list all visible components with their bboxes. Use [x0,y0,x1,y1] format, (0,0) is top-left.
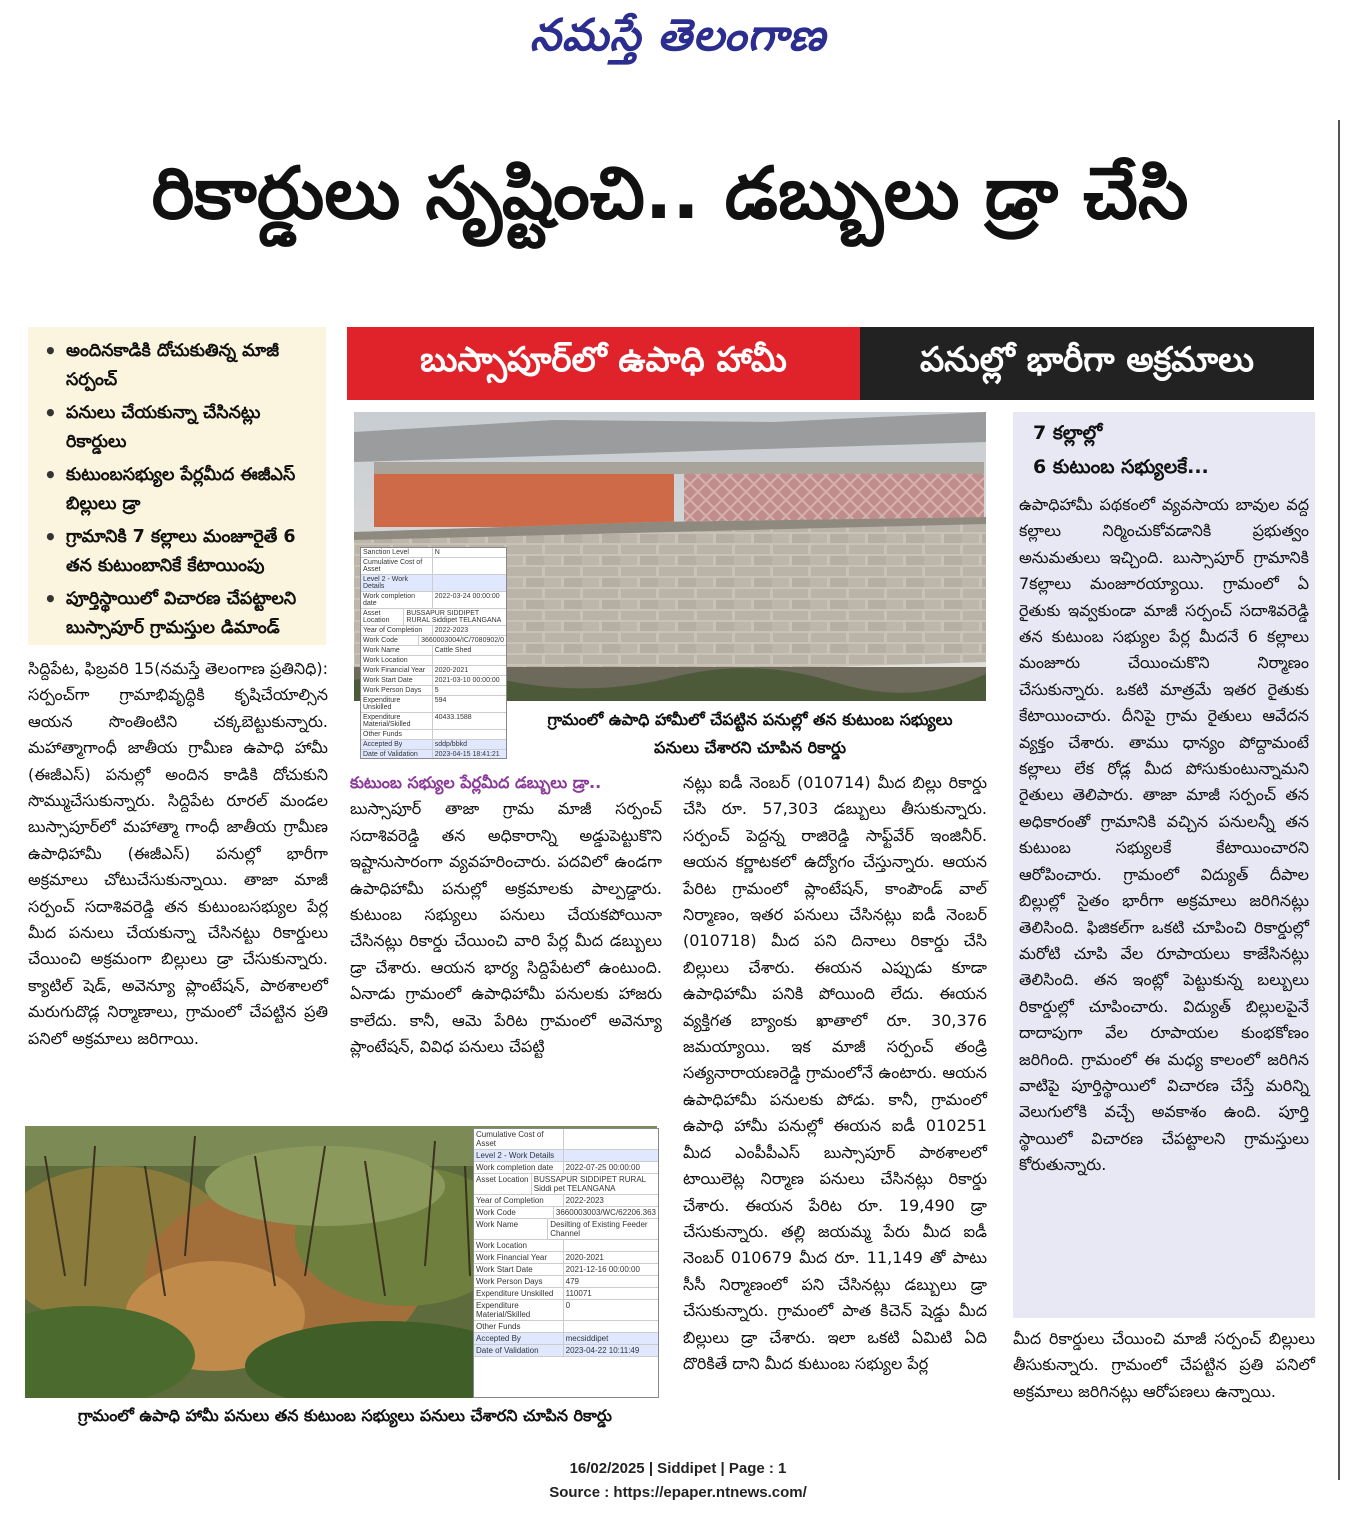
record-row [474,1321,658,1333]
record-field-value [433,730,437,739]
record-row [361,713,506,730]
highlight-item: • అందినకాడికి దోచుకుతిన్న మాజీ సర్పంచ్ [40,337,318,395]
record-row [474,1276,658,1288]
highlight-item: • పనులు చేయకున్నా చేసినట్లు రికార్డులు [40,399,318,457]
record-field-label: Level 2 - Work Details [361,575,433,591]
highlight-item: • కుటుంబసభ్యుల పేర్లమీద ఈజీఎస్ బిల్లులు డ్రా [40,461,318,519]
record-field-value [564,1129,568,1149]
highlight-item: • గ్రామానికి 7 కల్లాలు మంజూరైతే 6 తన కుటుంబానికే కేటాయింపు [40,523,318,581]
record-field-label: Work Location [474,1240,564,1251]
record-row [361,548,506,558]
record-row [474,1150,658,1162]
record-field-value [433,656,437,665]
work-record-card [473,1128,659,1398]
record-field-label: Accepted By [361,740,433,749]
record-field-value: mecsiddipet [565,1334,609,1343]
record-row [361,730,506,740]
record-row [361,666,506,676]
page-headline: రికార్డులు సృష్టించి.. డబ్బులు డ్రా చేసి [151,151,1189,235]
article-paragraph: మీద రికార్డులు చేయించి మాజీ సర్పంచ్ బిల్లులు తీసుకున్నారు. గ్రామంలో చేపట్టిన ప్రతి పనిలో అక్రమాలు జరిగినట్లు ఆరోపణలు ఉన్నాయి. [1013,1329,1315,1401]
record-field-label: Work Name [361,646,433,655]
record-row [474,1207,658,1219]
article-column-3 [683,770,987,1377]
work-record-card [360,547,507,759]
record-field-label: Work completion date [474,1162,564,1173]
column-rule [1338,120,1340,1480]
article-column-4-tail [1013,1326,1315,1405]
record-row [474,1264,658,1276]
record-field-value: N [434,549,440,556]
record-row [361,609,506,626]
record-field-label: Cumulative Cost of Asset [474,1129,564,1149]
highlight-item: • పూర్తిస్థాయిలో విచారణ చేపట్టాలని బుస్సాపూర్ గ్రామస్తుల డిమాండ్ [40,585,318,643]
record-row [474,1345,658,1357]
record-row [361,750,506,759]
record-field-label: Work Code [474,1207,554,1218]
record-row [361,696,506,713]
article-column-2 [350,770,662,1060]
record-field-label: Other Funds [474,1321,564,1332]
article-column-1 [28,656,328,1052]
record-field-value: 2022-2023 [434,627,469,634]
record-row [361,656,506,666]
record-field-value [564,1240,568,1251]
record-field-value: sddp/bbkd [434,741,467,748]
record-row [361,676,506,686]
sidebar-box [1013,412,1315,1318]
record-row [361,740,506,750]
record-field-value: 594 [434,697,447,704]
record-field-label: Expenditure Material/Skilled [361,713,433,729]
record-field-label: Sanction Level [361,548,433,557]
article-paragraph: బుస్సాపూర్ తాజా గ్రామ మాజీ సర్పంచ్ సదాశివరెడ్డి తన అధికారాన్ని అడ్డుపెట్టుకొని ఇష్టానుసారంగా వ్యవహరించారు. పదవిలో ఉండగా ఉపాధిహామీ పనుల్లో అక్రమాలకు పాల్పడ్డారు. కుటుంబ సభ్యులు పనులు చేయకపోయినా చేసినట్లు రికార్డు చేయించి వారి పేర్ల మీద డబ్బులు డ్రా చేశారు. ఆయన భార్య సిద్దిపేటలో ఉంటుంది. ఏనాడు గ్రామంలో ఉపాధిహామీ పనులకు హాజరు కాలేదు. కానీ, ఆమె పేరిట గ్రామంలో అవెన్యూ ప్లాంటేషన్, వివిధ పనులు చేపట్టి [350,799,662,1057]
record-row [361,646,506,656]
section-kicker: కుటుంబ సభ్యుల పేర్లమీద డబ్బులు డ్రా.. [350,773,602,792]
record-row [361,686,506,696]
record-field-label: Cumulative Cost of Asset [361,558,433,574]
record-field-label: Work Person Days [474,1276,564,1287]
record-field-label: Expenditure Material/Skilled [474,1300,564,1320]
record-field-label: Date of Validation [474,1345,564,1356]
footer-date-page: 16/02/2025 | Siddipet | Page : 1 [569,1460,787,1477]
record-row [361,636,506,646]
record-field-value: 5 [434,687,439,694]
record-field-label: Expenditure Unskilled [474,1288,564,1299]
record-field-label: Work Financial Year [474,1252,564,1263]
record-field-value: 40433.1588 [434,714,472,721]
record-field-label: Year of Completion [474,1195,564,1206]
record-field-label: Date of Validation [361,750,433,759]
article-paragraph: నట్లు ఐడీ నెంబర్ (010714) మీద బిల్లు రికార్డు చేసి రూ. 57,303 డబ్బులు తీసుకున్నారు. సర్పంచ్ పెద్దన్న రాజిరెడ్డి సాఫ్ట్‌వేర్ ఇంజినీర్. ఆయన కర్ణాటకలో ఉద్యోగం చేస్తున్నారు. ఆయన పేరిట గ్రామంలో ప్లాంటేషన్, కాంపౌండ్ వాల్ నిర్మాణం, ఇతర పనులు చేసినట్లు ఐడీ నెంబర్ (010718) మీద పని దినాలు రికార్డు చేసి బిల్లులు చేశారు. ఈయన ఎప్పుడు కూడా ఉపాధిహామీ పనికి పోయింది లేదు. ఈయన వ్యక్తిగత బ్యాంకు ఖాతాలో రూ. 30,376 జమయ్యాయి. ఇక మాజీ సర్పంచ్ తండ్రి సత్యనారాయణరెడ్డి గ్రామంలోనే ఉంటారు. ఆయన ఉపాధిహామీ పనులకు పోడు. కానీ, గ్రామంలో ఉపాధి హామీ పనుల్లో ఈయన ఐడీ 010251 మీద ఎంపీపీఎస్ బుస్సాపూర్ పాఠశాలలో టాయిలెట్ల నిర్మాణ పనులు చేసినట్లు రికార్డు చేశారు. ఈయన పేరిట రూ. 19,490 డ్రా చేసుకున్నారు. తల్లి జయమ్మ పేరు మీద ఐడీ నెంబర్ 010679 మీద రూ. 11,149 తో పాటు సీసీ నిర్మాణంలో పని చేసినట్లు డబ్బులు డ్రా చేసుకున్నారు. గ్రామంలో పాత కిచెన్ షెడ్డు మీద బిల్లులు డ్రా చేశారు. ఇలా ఒకటి ఏమిటి ఏది దొరికితే దాని మీద కుటుంబ సభ్యుల పేర్ల [683,773,987,1373]
record-row [474,1162,658,1174]
record-field-value: 2022-07-25 00:00:00 [565,1163,640,1172]
record-field-value: BUSSAPUR SIDDIPET RURAL Siddi pet TELANGANA [533,1175,646,1193]
record-field-label: Work Financial Year [361,666,433,675]
sidebar-body: ఉపాధిహామీ పథకంలో వ్యవసాయ బావుల వద్ద కల్లాలు నిర్మించుకోవడానికి ప్రభుత్వం అనుమతులు ఇచ్చింది. బుస్సాపూర్ గ్రామానికి 7కల్లాలు మంజూరయ్యాయి. గ్రామంలో ఏ రైతుకు ఇవ్వకుండా మాజీ సర్పంచ్ సదాశివరెడ్డి తన కుటుంబ సభ్యుల పేర్ల మీదనే 6 కల్లాలు మంజూరు చేయించుకొని నిర్మాణం చేసుకున్నారు. ఒకటి మాత్రమే ఇతర రైతుకు కేటాయించారు. దీనిపై గ్రామ రైతులు ఆవేదన వ్యక్తం చేశారు. తాము ధాన్యం పోద్దామంటే కల్లాలు లేక రోడ్ల మీద పోసుకుంటున్నామని రైతులు తెలిపారు. తాజా మాజీ సర్పంచ్ తన అధికారంతో గ్రామానికి వచ్చిన పనులన్నీ తన కుటుంబ సభ్యులకే కేటాయించారని ఆరోపించారు. గ్రామంలో విద్యుత్ దీపాల బిల్లుల్లో సైతం భారీగా అక్రమాలు జరిగినట్లు తెలిసింది. ఫిజికల్‌గా ఒకటి చూపించి రికార్డుల్లో మరోటి చూపి వేల రూపాయలు కాజేసినట్లు తెలిసింది. తన ఇంట్లో పెట్టుకున్న బల్బులు రికార్డుల్లో చూపించారు. విద్యుత్ బిల్లులపైనే దాదాపుగా వేల రూపాయల కుంభకోణం జరిగింది. గ్రామంలో ఈ మధ్య కాలంలో జరిగిన వాటిపై పూర్తిస్థాయిలో విచారణ చేస్తే మరిన్ని వెలుగులోకి వచ్చే అవకాశం ఉంది. పూర్తి స్థాయిలో విచారణ చేపట్టాలని గ్రామస్తులు కోరుతున్నారు. [1019,495,1309,1175]
record-field-label: Work completion date [361,592,433,608]
record-field-label: Work Person Days [361,686,433,695]
record-field-value: 2023-04-22 10:11:49 [565,1346,640,1355]
article-paragraph: సిద్దిపేట, ఫిబ్రవరి 15(నమస్తే తెలంగాణ ప్రతినిధి): సర్పంచ్‌గా గ్రామాభివృద్ధికి కృషిచేయాల్సిన ఆయన సొంతింటిని చక్కబెట్టుకున్నారు. మహాత్మాగాంధీ జాతీయ గ్రామీణ ఉపాధి హామీ (ఈజీఎస్) పనుల్లో అందిన కాడికి దోచుకుని సొమ్ముచేసుకున్నారు. సిద్దిపేట రూరల్ మండల బుస్సాపూర్‌లో మహాత్మా గాంధీ జాతీయ గ్రామీణ ఉపాధిహామీ (ఈజీఎస్) పనుల్లో భారీగా అక్రమాలు చోటుచేసుకున్నాయి. తాజా మాజీ సర్పంచ్ సదాశివరెడ్డి తన కుటుంబసభ్యుల పేర్ల మీద పనులు చేయకున్నా చేసినట్టు రికార్డులు చేయించి అక్రమంగా బిల్లులు డ్రా చేసుకున్నారు. క్యాటిల్ షెడ్, అవెన్యూ ప్లాంటేషన్, పాఠశాలలో మరుగుదొడ్ల నిర్మాణాలు, గ్రామంలో చేపట్టిన ప్రతి పనిలో అక్రమాలు జరిగాయి. [28,659,328,1048]
record-field-value: 2021-03-10 00:00:00 [434,677,500,684]
record-field-value: 2023-04-15 18:41:21 [434,751,500,758]
record-field-value: 2020-2021 [434,667,469,674]
footer-source: Source : https://epaper.ntnews.com/ [549,1484,807,1501]
newspaper-masthead: నమస్తే తెలంగాణ [529,10,827,61]
record-field-value: Desilting of Existing Feeder Channel [550,1220,648,1238]
record-row [474,1174,658,1195]
record-field-value [564,1321,568,1332]
record-field-value: 479 [565,1277,579,1286]
record-row [361,558,506,575]
photo-caption: గ్రామంలో ఉపాధి హామీ పనులు తన కుటుంబ సభ్యులు పనులు చేశారని చూపిన రికార్డు [78,1406,612,1425]
record-field-value: Cattle Shed [434,647,472,654]
record-field-label: Work Start Date [474,1264,564,1275]
highlights-box [28,327,326,645]
record-field-value [433,575,437,591]
record-field-label: Level 2 - Work Details [474,1150,564,1161]
record-row [474,1195,658,1207]
record-field-label: Other Funds [361,730,433,739]
record-field-value: 2021-12-16 00:00:00 [565,1265,640,1274]
sidebar-title [1019,416,1309,484]
record-field-label: Work Location [361,656,433,665]
record-field-value: 110071 [565,1289,592,1298]
record-field-value [564,1150,568,1161]
record-field-label: Accepted By [474,1333,564,1344]
record-field-value: 3660003003/WC/62206.363 [555,1208,656,1217]
record-field-label: Work Start Date [361,676,433,685]
record-field-label: Asset Location [361,609,404,625]
record-row [474,1129,658,1150]
record-field-label: Work Name [474,1219,548,1239]
subhead-red: బుస్సాపూర్‌లో ఉపాధి హామీ [347,327,860,400]
record-row [361,626,506,636]
record-row [361,575,506,592]
record-row [474,1333,658,1345]
photo-caption: గ్రామంలో ఉపాధి హామీలో చేపట్టిన పనుల్లో తన కుటుంబ సభ్యులు పనులు చేశారని చూపిన రికార్డు [547,710,953,757]
record-field-value: 2022-03-24 00:00:00 [434,593,500,600]
record-field-value: BUSSAPUR SIDDIPET RURAL Siddipet TELANGANA [406,610,502,624]
record-row [474,1300,658,1321]
subhead-black: పనుల్లో భారీగా అక్రమాలు [860,327,1314,400]
record-field-label: Expenditure Unskilled [361,696,433,712]
sidebar-title-line: 7 కల్లాల్లో [1033,422,1103,444]
record-field-value: 2022-2023 [565,1196,604,1205]
record-field-value [433,558,437,574]
record-row [361,592,506,609]
subhead-banner [347,327,1314,400]
record-field-value: 0 [565,1301,571,1310]
record-row [474,1219,658,1240]
record-row [474,1240,658,1252]
record-field-label: Work Code [361,636,419,645]
record-field-label: Year of Completion [361,626,433,635]
record-row [474,1288,658,1300]
record-row [474,1252,658,1264]
record-field-value: 2020-2021 [565,1253,604,1262]
sidebar-title-line: 6 కుటుంబ సభ్యులకే... [1033,456,1209,478]
record-field-label: Asset Location [474,1174,532,1194]
record-field-value: 3660003004/IC/7080902/0 [421,637,504,644]
